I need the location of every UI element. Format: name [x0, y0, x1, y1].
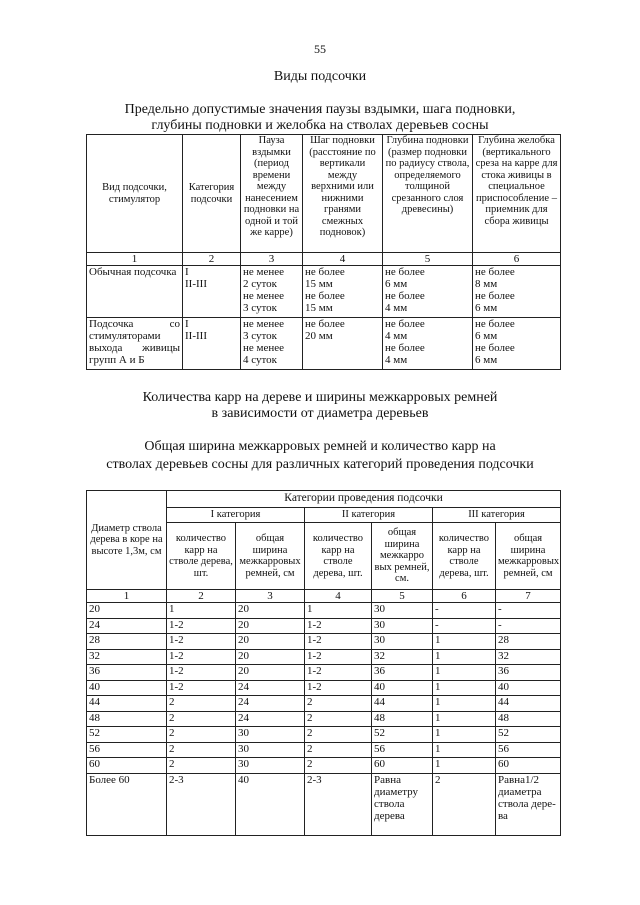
data-cell: 2-3: [167, 773, 236, 835]
table-row: [87, 649, 561, 665]
data-cell: Равна1/2 диаметра ствола дере-ва: [496, 773, 561, 835]
step-value: 15 мм: [305, 302, 333, 314]
table-row: [87, 266, 561, 318]
pause-value: не менее: [243, 266, 285, 278]
page-number: 55: [314, 42, 326, 56]
section2-line1: Количества карр на дереве и ширины межкарровых ремней: [142, 390, 498, 405]
data-cell: 32: [372, 649, 433, 665]
col-number: 1: [87, 253, 183, 266]
header-category-2: II категория: [305, 508, 433, 523]
subsochka-type: [87, 318, 183, 370]
step-value: не более: [305, 318, 345, 330]
header-category-1: I категория: [167, 508, 305, 523]
section2-line2: в зависимости от диаметра деревьев: [211, 406, 429, 421]
depth-value: не более: [385, 266, 425, 278]
header-diameter: Диаметр ствола дерева в коре на высоте 1,3м, см: [87, 491, 167, 590]
pause-value: 2 суток: [243, 278, 277, 290]
data-cell: 1-2: [305, 680, 372, 696]
data-cell: 1-2: [305, 649, 372, 665]
diameter-cell: 44: [87, 696, 167, 712]
data-cell: 2-3: [305, 773, 372, 835]
table2-title-line1: Общая ширина межкарровых ремней и количество карр на: [144, 439, 496, 454]
data-cell: 24: [236, 711, 305, 727]
data-cell: 2: [167, 758, 236, 774]
category-cell: [183, 318, 241, 370]
table-row: [87, 696, 561, 712]
data-cell: 32: [496, 649, 561, 665]
table-row: [87, 758, 561, 774]
diameter-cell: 32: [87, 649, 167, 665]
data-cell: 60: [496, 758, 561, 774]
header-categories-group: Категории проведения подсочки: [167, 491, 561, 508]
diameter-cell: 20: [87, 603, 167, 619]
table-row: [87, 603, 561, 619]
data-cell: 1-2: [305, 634, 372, 650]
depth-value: 4 мм: [385, 354, 408, 366]
table-row: [87, 634, 561, 650]
data-cell: 30: [236, 758, 305, 774]
data-cell: 1: [167, 603, 236, 619]
header-type: Вид подсочки, стимулятор: [87, 135, 183, 253]
type-line: групп А и Б: [89, 354, 145, 366]
diameter-cell: 36: [87, 665, 167, 681]
data-cell: -: [496, 603, 561, 619]
header-kerr-count: количество карр на стволе дерева, шт.: [167, 523, 236, 590]
header-step: Шаг подновки (расстояние по вертикали между верхними или нижними гранями смежных подновок): [303, 135, 383, 253]
col-number: 4: [305, 590, 372, 603]
groove-value: 6 мм: [475, 330, 498, 342]
data-cell: Равна диаметру ствола дерева: [372, 773, 433, 835]
data-cell: -: [433, 618, 496, 634]
data-cell: 44: [496, 696, 561, 712]
table-row: [87, 618, 561, 634]
subsochka-type: Обычная подсочка: [87, 266, 183, 318]
col-number: 6: [473, 253, 561, 266]
pause-limits-table: [86, 134, 561, 370]
data-cell: 2: [167, 727, 236, 743]
depth-value: не более: [385, 342, 425, 354]
col-number: 4: [303, 253, 383, 266]
category-cell: [183, 266, 241, 318]
data-cell: 1-2: [167, 634, 236, 650]
pause-value: не менее: [243, 342, 285, 354]
table2-title-line2: стволах деревьев сосны для различных категорий проведения подсочки: [106, 457, 534, 472]
diameter-cell: 48: [87, 711, 167, 727]
table-row: [87, 773, 561, 835]
col-number: 6: [433, 590, 496, 603]
data-cell: 2: [167, 711, 236, 727]
data-cell: 40: [496, 680, 561, 696]
kerr-count-table: [86, 490, 561, 836]
header-category: Категория подсочки: [183, 135, 241, 253]
data-cell: 28: [496, 634, 561, 650]
data-cell: 36: [372, 665, 433, 681]
data-cell: 20: [236, 634, 305, 650]
step-value: 20 мм: [305, 330, 333, 342]
data-cell: 36: [496, 665, 561, 681]
data-cell: 40: [372, 680, 433, 696]
table-row: [87, 727, 561, 743]
col-number: 3: [241, 253, 303, 266]
col-number: 2: [183, 253, 241, 266]
category-value: II-III: [185, 278, 207, 290]
data-cell: 1: [305, 603, 372, 619]
header-belt-width: общая ширина межкарровых ремней, см: [496, 523, 561, 590]
step-cell: [303, 318, 383, 370]
data-cell: 60: [372, 758, 433, 774]
data-cell: 1: [433, 665, 496, 681]
depth-value: не более: [385, 318, 425, 330]
header-depth: Глубина подновки (размер подновки по радиусу ствола, определяемого толщиной срезанного слоя древесины): [383, 135, 473, 253]
depth-cell: [383, 266, 473, 318]
diameter-cell: 52: [87, 727, 167, 743]
data-cell: -: [433, 603, 496, 619]
pause-value: не менее: [243, 318, 285, 330]
data-cell: 52: [372, 727, 433, 743]
groove-value: 6 мм: [475, 354, 498, 366]
category-value: I: [185, 266, 189, 278]
data-cell: 2: [433, 773, 496, 835]
data-cell: 2: [305, 758, 372, 774]
data-cell: 24: [236, 680, 305, 696]
table-row: [87, 711, 561, 727]
diameter-cell: 28: [87, 634, 167, 650]
col-number: 1: [87, 590, 167, 603]
data-cell: 1: [433, 680, 496, 696]
data-cell: 2: [167, 742, 236, 758]
diameter-cell: 40: [87, 680, 167, 696]
pause-value: 4 суток: [243, 354, 277, 366]
pause-cell: [241, 318, 303, 370]
table-row: [87, 680, 561, 696]
table-row: [87, 318, 561, 370]
data-cell: 48: [372, 711, 433, 727]
data-cell: 1-2: [167, 680, 236, 696]
table-row: [87, 742, 561, 758]
type-line: стимуляторами: [89, 330, 161, 342]
col-number: 5: [383, 253, 473, 266]
data-cell: 1: [433, 742, 496, 758]
data-cell: 30: [372, 603, 433, 619]
header-groove: Глубина желобка (вертикального среза на карре для стока живицы в специальное приспособление –приемник для сбора живицы: [473, 135, 561, 253]
data-cell: 1-2: [167, 665, 236, 681]
header-kerr-count: количество карр на стволе дерева, шт.: [305, 523, 372, 590]
groove-value: не более: [475, 342, 515, 354]
data-cell: 2: [305, 696, 372, 712]
groove-cell: [473, 318, 561, 370]
data-cell: 1-2: [167, 649, 236, 665]
category-value: II-III: [185, 330, 207, 342]
pause-value: не менее: [243, 290, 285, 302]
data-cell: 40: [236, 773, 305, 835]
data-cell: 1-2: [305, 665, 372, 681]
data-cell: 20: [236, 618, 305, 634]
data-cell: 48: [496, 711, 561, 727]
depth-value: 4 мм: [385, 330, 408, 342]
data-cell: 1: [433, 696, 496, 712]
pause-cell: [241, 266, 303, 318]
table-row: [87, 665, 561, 681]
data-cell: 20: [236, 649, 305, 665]
data-cell: 2: [167, 696, 236, 712]
category-value: I: [185, 318, 189, 330]
header-belt-width: общая ширина межкарро вых ремней, см.: [372, 523, 433, 590]
step-value: не более: [305, 266, 345, 278]
groove-value: не более: [475, 318, 515, 330]
data-cell: 30: [236, 727, 305, 743]
data-cell: 2: [305, 711, 372, 727]
data-cell: 24: [236, 696, 305, 712]
groove-value: не более: [475, 266, 515, 278]
table1-title-line2: глубины подновки и желобка на стволах деревьев сосны: [151, 118, 489, 133]
data-cell: 1: [433, 634, 496, 650]
data-cell: 1-2: [305, 618, 372, 634]
pause-value: 3 суток: [243, 302, 277, 314]
data-cell: 56: [496, 742, 561, 758]
data-cell: 52: [496, 727, 561, 743]
col-number: 5: [372, 590, 433, 603]
step-cell: [303, 266, 383, 318]
col-number: 2: [167, 590, 236, 603]
groove-value: 8 мм: [475, 278, 498, 290]
type-line: выхода живицы: [89, 342, 180, 354]
data-cell: 30: [372, 618, 433, 634]
col-number: 7: [496, 590, 561, 603]
step-value: 15 мм: [305, 278, 333, 290]
data-cell: 2: [305, 742, 372, 758]
data-cell: 20: [236, 603, 305, 619]
data-cell: -: [496, 618, 561, 634]
diameter-cell: 56: [87, 742, 167, 758]
diameter-cell: Более 60: [87, 773, 167, 835]
groove-value: не более: [475, 290, 515, 302]
header-category-3: III категория: [433, 508, 561, 523]
header-belt-width: общая ширина межкарровых ремней, см: [236, 523, 305, 590]
data-cell: 1-2: [167, 618, 236, 634]
depth-cell: [383, 318, 473, 370]
step-value: не более: [305, 290, 345, 302]
groove-cell: [473, 266, 561, 318]
diameter-cell: 24: [87, 618, 167, 634]
col-number: 3: [236, 590, 305, 603]
table1-title-line1: Предельно допустимые значения паузы вздымки, шага подновки,: [124, 102, 516, 117]
depth-value: не более: [385, 290, 425, 302]
section-title: Виды подсочки: [273, 69, 367, 84]
data-cell: 44: [372, 696, 433, 712]
data-cell: 30: [372, 634, 433, 650]
data-cell: 1: [433, 758, 496, 774]
type-line: Подсочка со: [89, 318, 180, 330]
data-cell: 1: [433, 727, 496, 743]
header-pause: Пауза вздымки (период времени между нанесением подновки на одной и той же карре): [241, 135, 303, 253]
data-cell: 20: [236, 665, 305, 681]
groove-value: 6 мм: [475, 302, 498, 314]
data-cell: 30: [236, 742, 305, 758]
data-cell: 2: [305, 727, 372, 743]
depth-value: 6 мм: [385, 278, 408, 290]
diameter-cell: 60: [87, 758, 167, 774]
header-kerr-count: количество карр на стволе дерева, шт.: [433, 523, 496, 590]
data-cell: 1: [433, 649, 496, 665]
pause-value: 3 суток: [243, 330, 277, 342]
data-cell: 1: [433, 711, 496, 727]
depth-value: 4 мм: [385, 302, 408, 314]
data-cell: 56: [372, 742, 433, 758]
